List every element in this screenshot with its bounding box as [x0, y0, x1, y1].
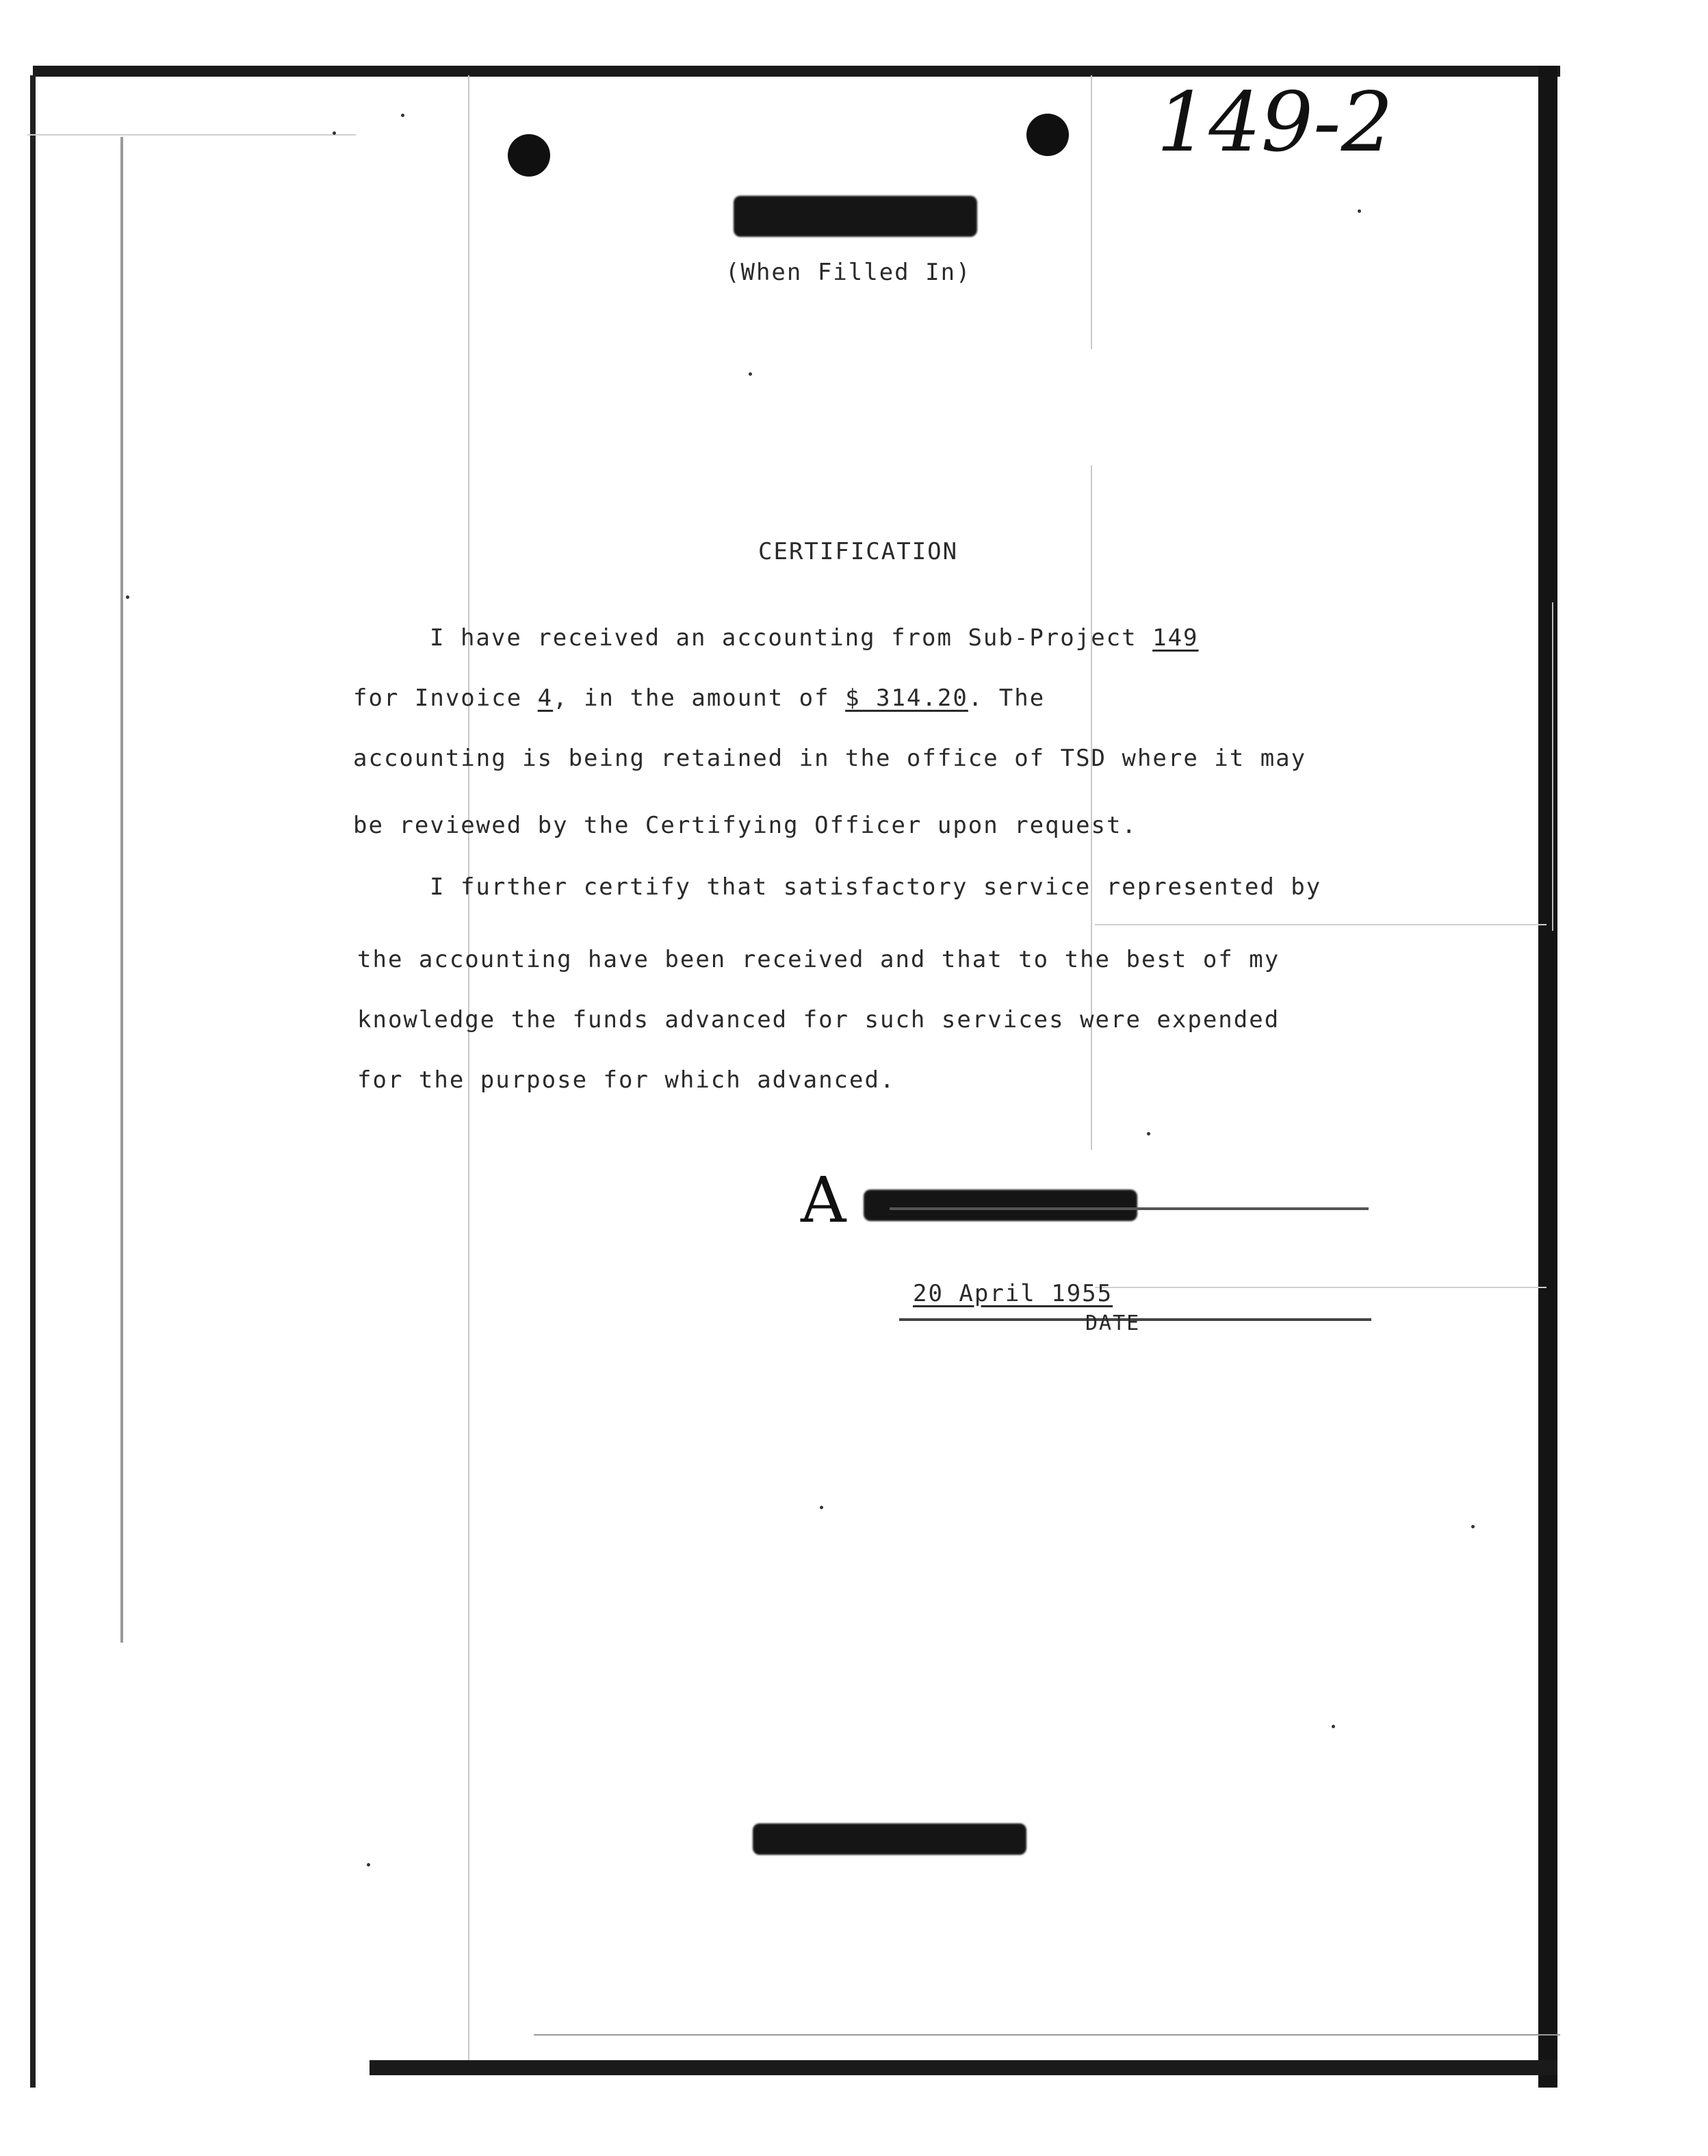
- scan-guide-line: [1091, 75, 1092, 349]
- paragraph-2-line-2: the accounting have been received and that to the best of my: [357, 946, 1280, 973]
- paragraph-1-line-1: [430, 624, 1199, 652]
- scan-edge-shadow: [120, 137, 123, 1643]
- invoice-number: 4: [537, 684, 554, 712]
- signature-initial: A: [801, 1164, 846, 1237]
- scan-guide-line: [534, 2034, 1560, 2036]
- text: , in the amount of: [553, 684, 830, 712]
- scan-speck: [401, 114, 404, 117]
- scan-guide-line: [27, 134, 356, 136]
- scan-speck: [333, 131, 336, 135]
- paragraph-2-line-1: I further certify that satisfactory service represented by: [430, 873, 1322, 901]
- document-title: CERTIFICATION: [758, 538, 959, 565]
- paragraph-1-line-4: be reviewed by the Certifying Officer upon request.: [353, 812, 1137, 839]
- scan-guide-line: [1552, 602, 1553, 931]
- scan-guide-line: [1095, 924, 1547, 925]
- text: . The: [968, 684, 1046, 712]
- scan-border-bottom: [370, 2060, 1557, 2075]
- signature-date: 20 April 1955: [913, 1280, 1113, 1307]
- punch-hole: [1026, 114, 1069, 156]
- date-label: DATE: [1085, 1311, 1141, 1335]
- amount-value: $ 314.20: [845, 684, 968, 712]
- redaction-box: [753, 1823, 1026, 1855]
- scan-speck: [367, 1863, 370, 1866]
- paragraph-2-line-4: for the purpose for which advanced.: [357, 1066, 896, 1094]
- text: I have received an accounting from Sub-Project: [430, 624, 1137, 652]
- scan-speck: [1358, 209, 1361, 213]
- text: for Invoice: [353, 684, 523, 712]
- scan-border-right: [1538, 66, 1557, 2088]
- scan-speck: [1332, 1725, 1335, 1728]
- page-number: 149-2: [1156, 75, 1393, 170]
- scan-speck: [1147, 1132, 1150, 1135]
- punch-hole: [508, 134, 550, 177]
- classification-note: (When Filled In): [725, 259, 972, 286]
- signature-line: [890, 1207, 1369, 1210]
- scan-speck: [1471, 1525, 1475, 1528]
- paragraph-2-line-3: knowledge the funds advanced for such services were expended: [357, 1006, 1280, 1034]
- scan-speck: [749, 372, 752, 376]
- subproject-number: 149: [1152, 624, 1199, 652]
- paragraph-1-line-2: [353, 684, 1045, 712]
- redaction-box: [734, 196, 977, 237]
- scan-speck: [820, 1506, 823, 1509]
- scan-border-left: [30, 75, 36, 2088]
- paragraph-1-line-3: accounting is being retained in the office of TSD where it may: [353, 745, 1307, 772]
- scan-guide-line: [1091, 465, 1092, 1150]
- signature-redaction: [864, 1190, 1137, 1221]
- scan-guide-line: [1095, 1287, 1547, 1288]
- scan-speck: [126, 595, 129, 599]
